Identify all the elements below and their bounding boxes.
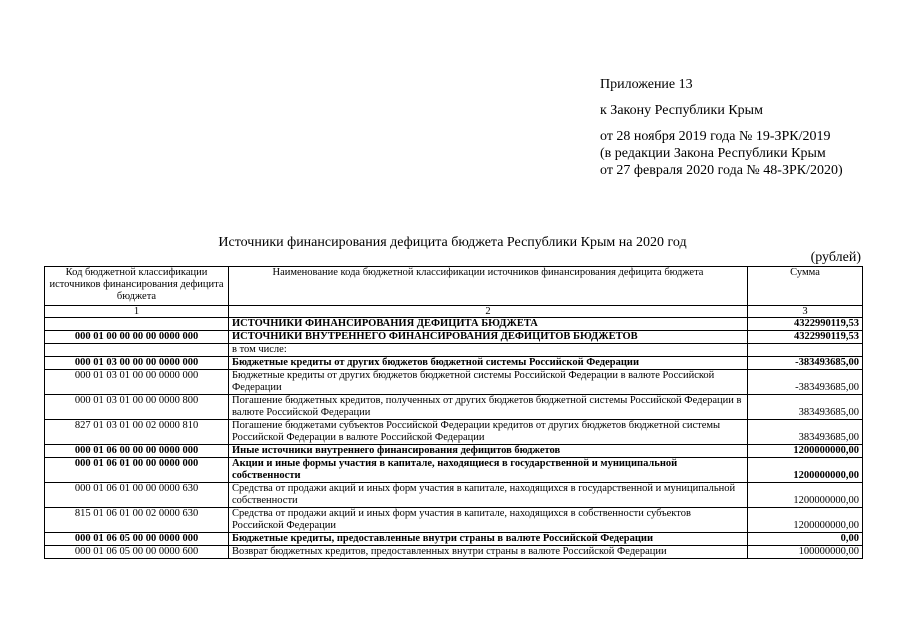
- header-code: Код бюджетной классификации источников финансирования дефицита бюджета: [45, 267, 229, 306]
- row-sum: 1200000000,00: [748, 508, 863, 533]
- table-header-row: [45, 267, 863, 306]
- currency-unit: (рублей): [810, 250, 861, 265]
- appendix-law-date: от 28 ноября 2019 года № 19-ЗРК/2019: [600, 129, 831, 144]
- header-sum: Сумма: [748, 267, 863, 306]
- column-number: 1: [45, 306, 229, 318]
- row-sum: [748, 344, 863, 357]
- column-number: 2: [229, 306, 748, 318]
- row-sum: 383493685,00: [748, 420, 863, 445]
- row-name: Бюджетные кредиты от других бюджетов бюджетной системы Российской Федерации в валюте Российской Федерации: [229, 370, 748, 395]
- financing-sources-table: [44, 266, 863, 559]
- table-row: [45, 483, 863, 508]
- row-name: Бюджетные кредиты от других бюджетов бюджетной системы Российской Федерации: [229, 357, 748, 370]
- row-code: 000 01 03 01 00 00 0000 000: [45, 370, 229, 395]
- row-name: ИСТОЧНИКИ ФИНАНСИРОВАНИЯ ДЕФИЦИТА БЮДЖЕТА: [229, 318, 748, 331]
- row-code: 815 01 06 01 00 02 0000 630: [45, 508, 229, 533]
- document-title: Источники финансирования дефицита бюджета Республики Крым на 2020 год: [218, 235, 687, 250]
- table-row: [45, 370, 863, 395]
- row-name: в том числе:: [229, 344, 748, 357]
- row-code: 000 01 06 05 00 00 0000 600: [45, 546, 229, 559]
- row-sum: 1200000000,00: [748, 458, 863, 483]
- row-code: 000 01 03 01 00 00 0000 800: [45, 395, 229, 420]
- row-name: Средства от продажи акций и иных форм участия в капитале, находящихся в государственной и муниципальной собственности: [229, 483, 748, 508]
- table-row: [45, 344, 863, 357]
- table-row: [45, 395, 863, 420]
- row-name: Акции и иные формы участия в капитале, находящиеся в государственной и муниципальной собственности: [229, 458, 748, 483]
- row-sum: 1200000000,00: [748, 483, 863, 508]
- row-code: 000 01 06 01 00 00 0000 000: [45, 458, 229, 483]
- row-code: 000 01 00 00 00 00 0000 000: [45, 331, 229, 344]
- table-row: [45, 533, 863, 546]
- table-row: [45, 331, 863, 344]
- row-name: Погашение бюджетами субъектов Российской Федерации кредитов от других бюджетов бюджетной системы Российской Федерации в валюте Российской Федерации: [229, 420, 748, 445]
- row-sum: 0,00: [748, 533, 863, 546]
- table-row: [45, 357, 863, 370]
- table-row: [45, 420, 863, 445]
- row-code: 000 01 03 00 00 00 0000 000: [45, 357, 229, 370]
- row-name: Средства от продажи акций и иных форм участия в капитале, находящихся в собственности субъектов Российской Федерации: [229, 508, 748, 533]
- appendix-revision: (в редакции Закона Республики Крым: [600, 146, 826, 161]
- row-code: 000 01 06 00 00 00 0000 000: [45, 445, 229, 458]
- table-row: [45, 445, 863, 458]
- row-name: ИСТОЧНИКИ ВНУТРЕННЕГО ФИНАНСИРОВАНИЯ ДЕФИЦИТОВ БЮДЖЕТОВ: [229, 331, 748, 344]
- table-row: [45, 318, 863, 331]
- row-code: [45, 344, 229, 357]
- row-code: 000 01 06 01 00 00 0000 630: [45, 483, 229, 508]
- appendix-law: к Закону Республики Крым: [600, 103, 763, 118]
- row-sum: 100000000,00: [748, 546, 863, 559]
- table-row: [45, 546, 863, 559]
- appendix-number: Приложение 13: [600, 77, 693, 92]
- header-name: Наименование кода бюджетной классификации источников финансирования дефицита бюджета: [229, 267, 748, 306]
- table-row: [45, 458, 863, 483]
- column-number-row: [45, 306, 863, 318]
- row-sum: 1200000000,00: [748, 445, 863, 458]
- row-code: 000 01 06 05 00 00 0000 000: [45, 533, 229, 546]
- appendix-reference: [600, 76, 900, 179]
- appendix-revision-date: от 27 февраля 2020 года № 48-ЗРК/2020): [600, 163, 843, 178]
- row-sum: -383493685,00: [748, 370, 863, 395]
- column-number: 3: [748, 306, 863, 318]
- table-row: [45, 508, 863, 533]
- row-sum: -383493685,00: [748, 357, 863, 370]
- row-sum: 383493685,00: [748, 395, 863, 420]
- row-sum: 4322990119,53: [748, 331, 863, 344]
- row-code: [45, 318, 229, 331]
- row-name: Возврат бюджетных кредитов, предоставленных внутри страны в валюте Российской Федерации: [229, 546, 748, 559]
- row-sum: 4322990119,53: [748, 318, 863, 331]
- row-name: Погашение бюджетных кредитов, полученных от других бюджетов бюджетной системы Российской Федерации в валюте Российской Федерации: [229, 395, 748, 420]
- row-code: 827 01 03 01 00 02 0000 810: [45, 420, 229, 445]
- row-name: Бюджетные кредиты, предоставленные внутри страны в валюте Российской Федерации: [229, 533, 748, 546]
- row-name: Иные источники внутреннего финансирования дефицитов бюджетов: [229, 445, 748, 458]
